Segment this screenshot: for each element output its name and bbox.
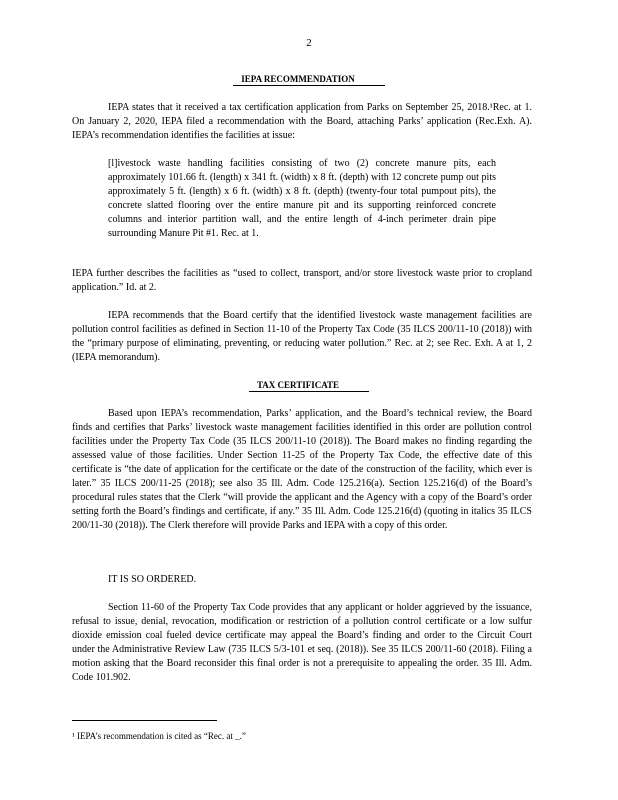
paragraph-iepa-describes: IEPA further describes the facilities as “used to collect, transport, and/or store livestock waste prior to cropland application.” Id. at 2.: [72, 268, 532, 293]
paragraph-tax-certificate: Based upon IEPA’s recommendation, Parks’ application, and the Board’s technical review, the Board finds and certifies that Parks’ livestock waste management facilities identified in this order are pollution control facilities under the Property Tax Code (35 ILCS 200/11-10 (2018)). The Board makes no finding regarding the assessed value of those facilities. Under Section 11-25 of the Property Tax Code, the effective date of this certificate is “the date of application for the certificate or the date of the construction of the facility, which ever is later.” 35 ILCS 200/11-25 (2018); see also 35 Ill. Adm. Code 125.216(a). Section 125.216(d) of the Board’s procedural rules states that the Clerk “will provide the applicant and the Agency with a copy of the Board’s order setting forth the Board’s findings and certificate, if any.” 35 Ill. Adm. Code 125.216(d) (quoting in italics 35 ILCS 200/11-30 (2018)). The Clerk therefore will provide Parks and IEPA with a copy of this order.: [72, 408, 532, 531]
paragraph-appeal: Section 11-60 of the Property Tax Code provides that any applicant or holder aggrieved by the issuance, refusal to issue, denial, revocation, modification or restriction of a pollution control certificate or a low sulfur dioxide emission coal fueled device certificate may appeal the Board’s finding and order to the Circuit Court under the Administrative Review Law (735 ILCS 5/3-101 et seq. (2018)). See 35 ILCS 200/11-60 (2018). Filing a motion asking that the Board reconsider this final order is not a prerequisite to appealing the order. 35 Ill. Adm. Code 101.902.: [72, 602, 532, 683]
heading-tax-certificate: [0, 380, 618, 392]
heading-text: TAX CERTIFICATE: [249, 380, 369, 392]
footnote-divider: [72, 720, 217, 721]
ordered-line: IT IS SO ORDERED.: [108, 574, 197, 585]
heading-iepa-recommendation: [0, 74, 618, 86]
block-quote-facilities: [l]ivestock waste handling facilities consisting of two (2) concrete manure pits, each approximately 101.66 ft. (length) x 341 ft. (width) x 8 ft. (depth) with 12 concrete pump out pits approximately 5 ft. (length) x 6 ft. (width) x 8 ft. (depth) (twenty-four total pumpout pits), the concrete slatted flooring over the entire manure pit and its supporting reinforced concrete columns and interior partition wall, and the entire length of 4-inch perimeter drain pipe surrounding Manure Pit #1. Rec. at 1.: [108, 158, 496, 239]
page-number: 2: [306, 37, 312, 49]
paragraph-application: IEPA states that it received a tax certification application from Parks on September 25, 2018.¹Rec. at 1. On January 2, 2020, IEPA filed a recommendation with the Board, attaching Parks’ application (Rec.Exh. A). IEPA’s recommendation identifies the facilities at issue:: [72, 102, 532, 141]
footnote: ¹ IEPA’s recommendation is cited as “Rec. at _.”: [72, 731, 246, 741]
paragraph-iepa-recommends: IEPA recommends that the Board certify that the identified livestock waste management facilities are pollution control facilities as defined in Section 11-10 of the Property Tax Code (35 ILCS 200/11-10 (2018)) with the “primary purpose of eliminating, preventing, or reducing water pollution.” Rec. at 2; see Rec. Exh. A at 1, 2 (IEPA memorandum).: [72, 310, 532, 363]
heading-text: IEPA RECOMMENDATION: [233, 74, 384, 86]
